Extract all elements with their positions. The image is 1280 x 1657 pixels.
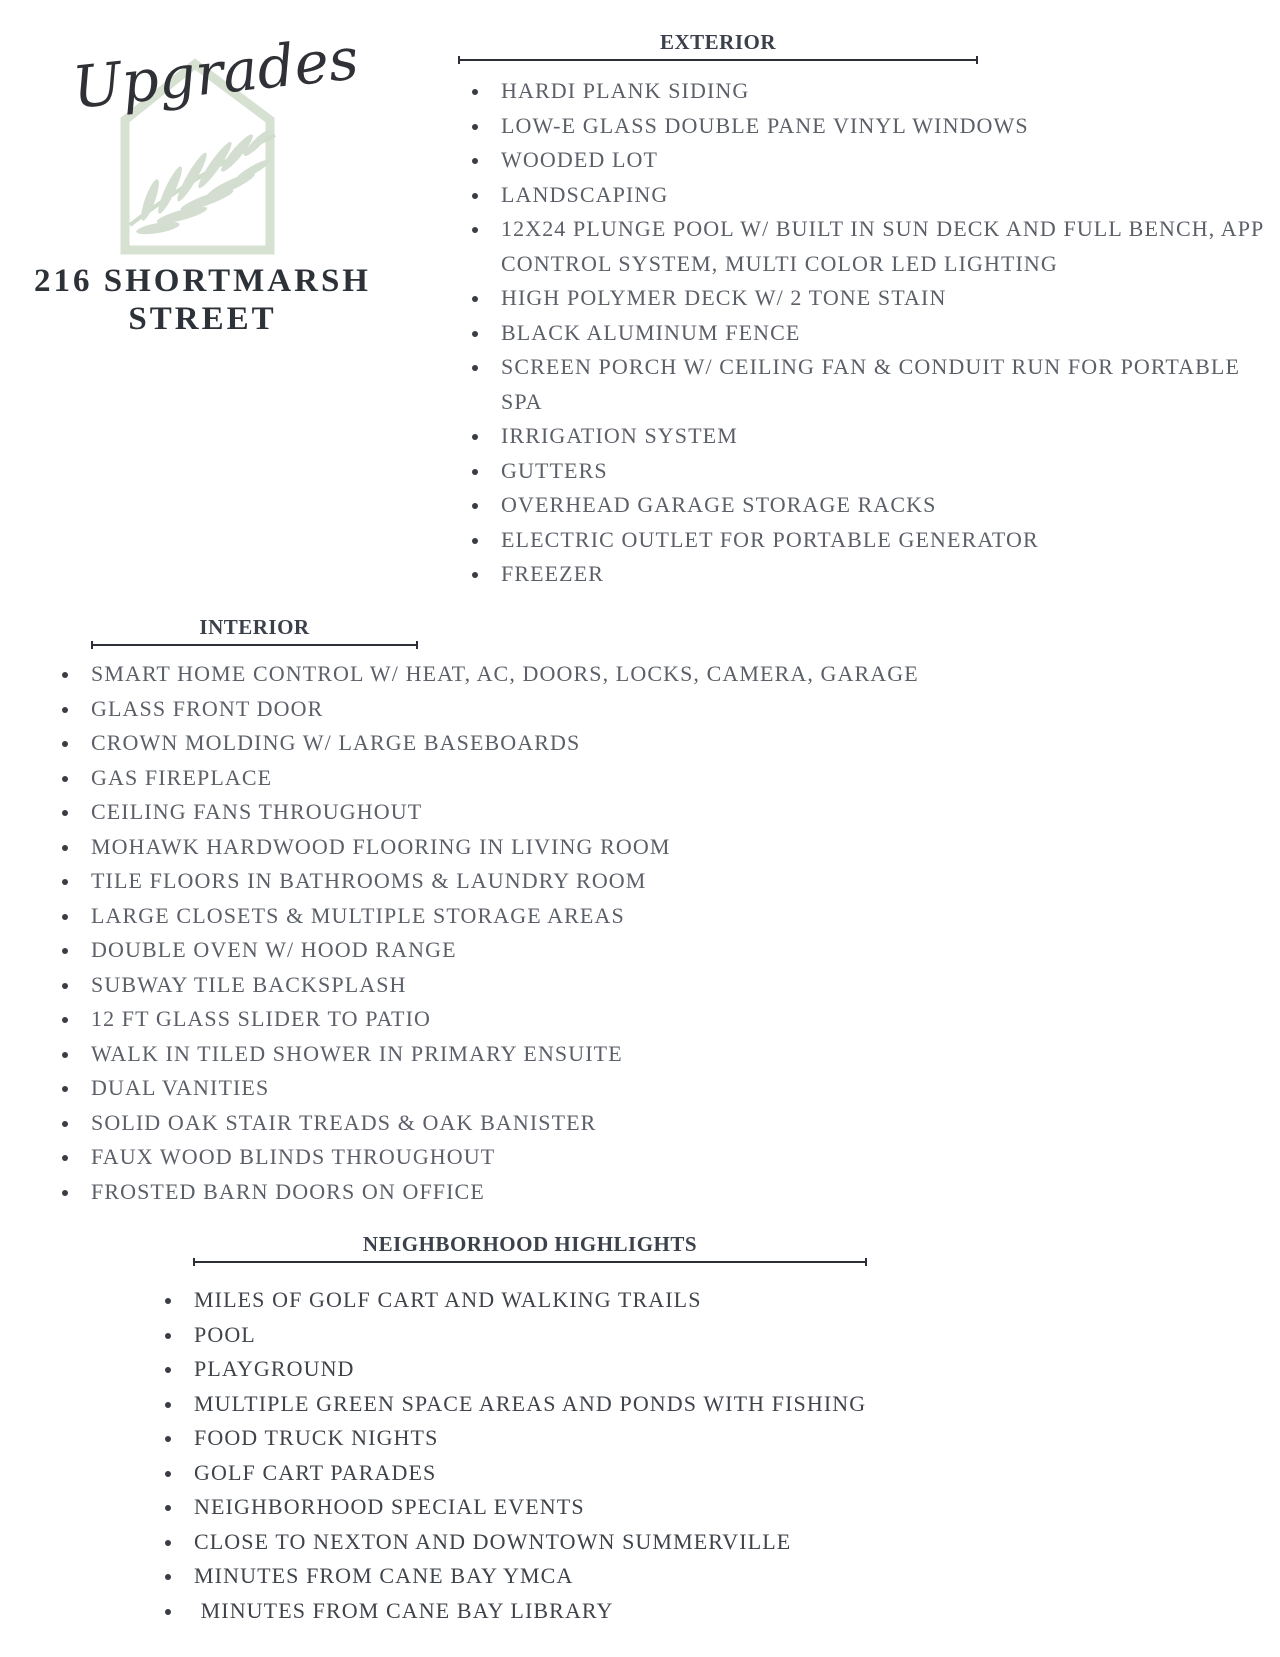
neighborhood-list-item: NEIGHBORHOOD SPECIAL EVENTS	[163, 1490, 1063, 1525]
neighborhood-list	[163, 1283, 1063, 1628]
exterior-list-item: LOW-E GLASS DOUBLE PANE VINYL WINDOWS	[470, 109, 1270, 144]
exterior-list-item: WOODED LOT	[470, 143, 1270, 178]
neighborhood-rule	[193, 1261, 867, 1263]
neighborhood-heading	[193, 1232, 867, 1257]
interior-list-item: LARGE CLOSETS & MULTIPLE STORAGE AREAS	[60, 899, 1060, 934]
interior-list-item: DUAL VANITIES	[60, 1071, 1060, 1106]
upgrades-logo	[69, 24, 362, 270]
neighborhood-list-item: MULTIPLE GREEN SPACE AREAS AND PONDS WITH FISHING	[163, 1387, 1063, 1422]
exterior-title: EXTERIOR	[659, 30, 777, 54]
exterior-list-item: GUTTERS	[470, 454, 1270, 489]
exterior-heading	[458, 30, 978, 55]
interior-list-item: FAUX WOOD BLINDS THROUGHOUT	[60, 1140, 1060, 1175]
exterior-rule	[458, 59, 978, 61]
interior-list-item: TILE FLOORS IN BATHROOMS & LAUNDRY ROOM	[60, 864, 1060, 899]
interior-heading	[91, 615, 418, 640]
interior-title: INTERIOR	[199, 615, 310, 639]
address-line-1: 216 SHORTMARSH	[34, 263, 371, 299]
neighborhood-list-item: MINUTES FROM CANE BAY LIBRARY	[163, 1594, 1063, 1629]
exterior-list-item: LANDSCAPING	[470, 178, 1270, 213]
interior-rule	[91, 644, 418, 646]
neighborhood-list-item: CLOSE TO NEXTON AND DOWNTOWN SUMMERVILLE	[163, 1525, 1063, 1560]
neighborhood-list-item: PLAYGROUND	[163, 1352, 1063, 1387]
interior-list-item: CEILING FANS THROUGHOUT	[60, 795, 1060, 830]
exterior-list-item: BLACK ALUMINUM FENCE	[470, 316, 1270, 351]
exterior-list-item: SCREEN PORCH W/ CEILING FAN & CONDUIT RUN FOR PORTABLE SPA	[470, 350, 1270, 419]
property-address	[20, 262, 385, 338]
exterior-list-item: IRRIGATION SYSTEM	[470, 419, 1270, 454]
exterior-list-item: OVERHEAD GARAGE STORAGE RACKS	[470, 488, 1270, 523]
interior-list-item: SOLID OAK STAIR TREADS & OAK BANISTER	[60, 1106, 1060, 1141]
interior-list-item: FROSTED BARN DOORS ON OFFICE	[60, 1175, 1060, 1210]
interior-list-item: 12 FT GLASS SLIDER TO PATIO	[60, 1002, 1060, 1037]
interior-list-item: WALK IN TILED SHOWER IN PRIMARY ENSUITE	[60, 1037, 1060, 1072]
exterior-list	[470, 74, 1270, 592]
interior-list-item: DOUBLE OVEN W/ HOOD RANGE	[60, 933, 1060, 968]
exterior-list-item: HIGH POLYMER DECK W/ 2 TONE STAIN	[470, 281, 1270, 316]
interior-list-item: CROWN MOLDING W/ LARGE BASEBOARDS	[60, 726, 1060, 761]
interior-list-item: SUBWAY TILE BACKSPLASH	[60, 968, 1060, 1003]
interior-list-item: SMART HOME CONTROL W/ HEAT, AC, DOORS, LOCKS, CAMERA, GARAGE	[60, 657, 1060, 692]
neighborhood-list-item: POOL	[163, 1318, 1063, 1353]
neighborhood-list-item: MINUTES FROM CANE BAY YMCA	[163, 1559, 1063, 1594]
interior-list-item: GAS FIREPLACE	[60, 761, 1060, 796]
exterior-list-item: ELECTRIC OUTLET FOR PORTABLE GENERATOR	[470, 523, 1270, 558]
exterior-list-item: 12X24 PLUNGE POOL W/ BUILT IN SUN DECK AND FULL BENCH, APP CONTROL SYSTEM, MULTI COLOR LED LIGHTING	[470, 212, 1270, 281]
interior-list-item: GLASS FRONT DOOR	[60, 692, 1060, 727]
interior-list-item: MOHAWK HARDWOOD FLOORING IN LIVING ROOM	[60, 830, 1060, 865]
script-title: Upgrades	[69, 24, 362, 122]
interior-list	[60, 657, 1060, 1209]
address-line-2: STREET	[128, 301, 277, 337]
neighborhood-title: NEIGHBORHOOD HIGHLIGHTS	[362, 1232, 698, 1256]
exterior-list-item: FREEZER	[470, 557, 1270, 592]
neighborhood-list-item: MILES OF GOLF CART AND WALKING TRAILS	[163, 1283, 1063, 1318]
house-leaf-logo-icon	[69, 24, 362, 270]
neighborhood-list-item: FOOD TRUCK NIGHTS	[163, 1421, 1063, 1456]
neighborhood-list-item: GOLF CART PARADES	[163, 1456, 1063, 1491]
exterior-list-item: HARDI PLANK SIDING	[470, 74, 1270, 109]
